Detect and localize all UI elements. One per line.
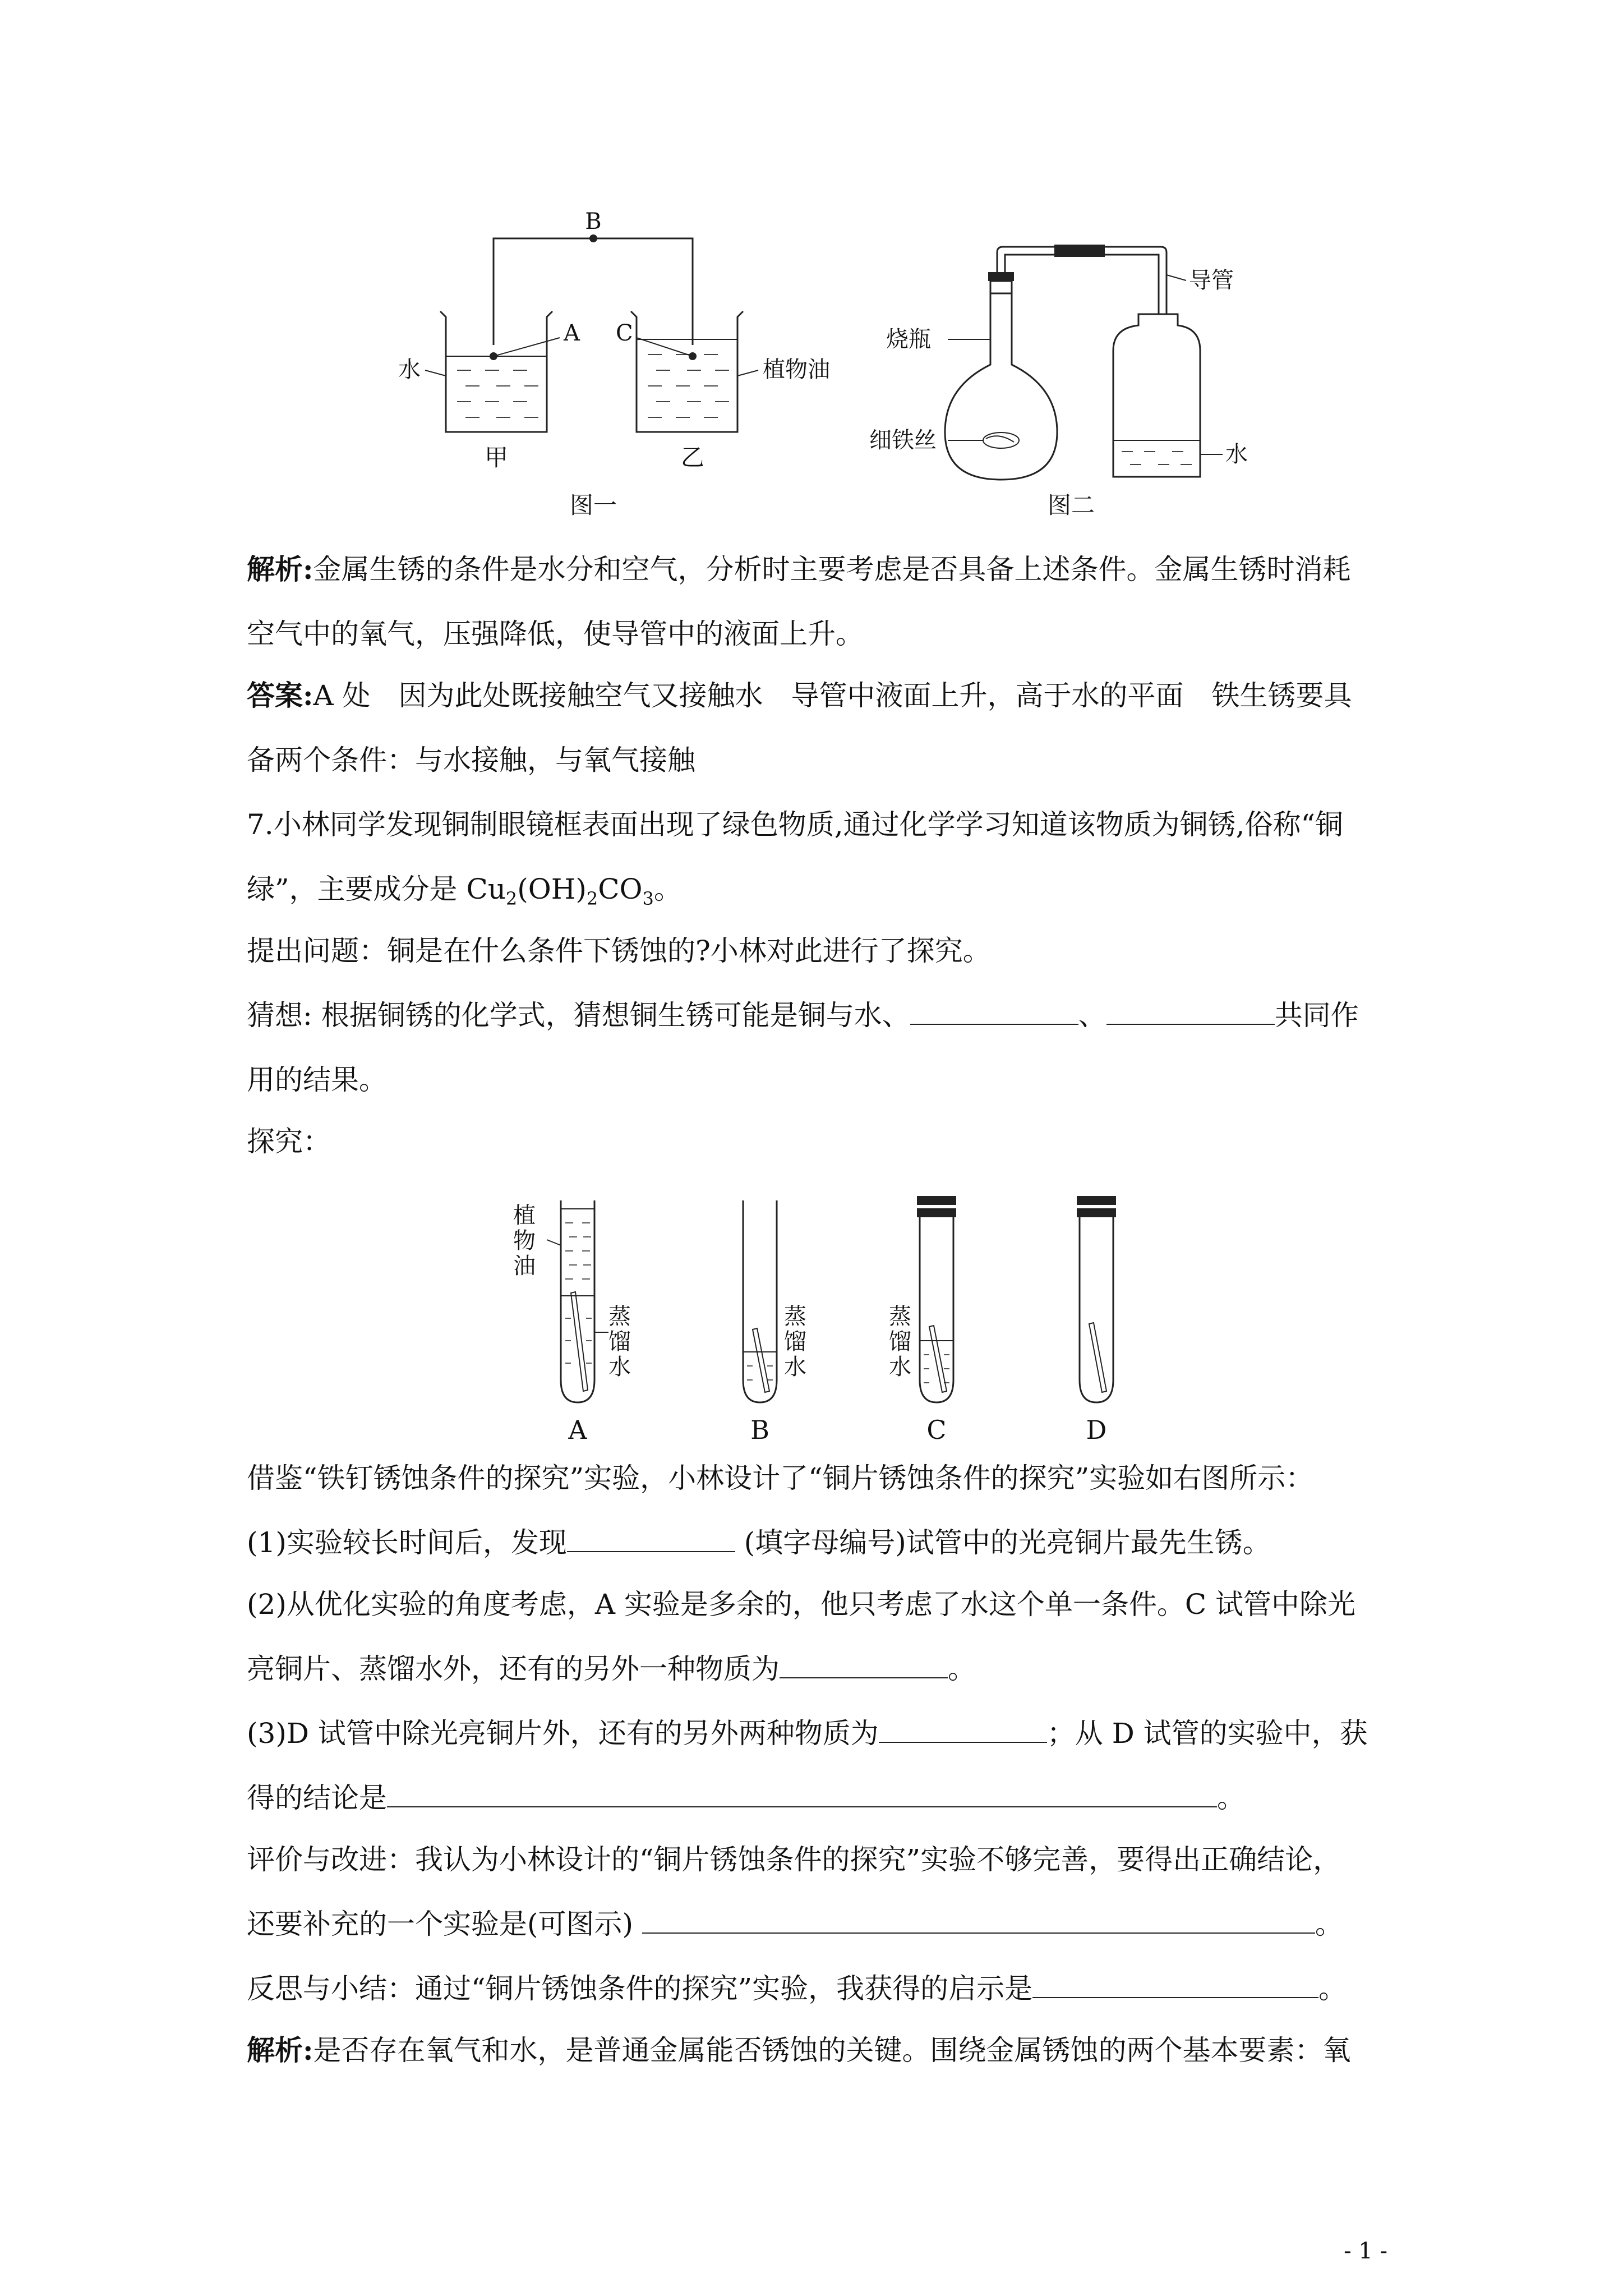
question-7-guess-line-2: 用的结果。 <box>247 1064 387 1096</box>
tube-a-water-char-3: 水 <box>608 1354 631 1380</box>
guess-blank-2[interactable] <box>1106 999 1275 1025</box>
label-wire: 细铁丝 <box>869 427 937 453</box>
label-c: C <box>616 320 633 346</box>
label-a: A <box>564 320 580 346</box>
evaluation-line-2: 还要补充的一个实验是(可图示) 。 <box>247 1908 1343 1940</box>
q1-blank[interactable] <box>567 1526 735 1552</box>
analysis-2-line: 解析:是否存在氧气和水，是普通金属能否锈蚀的关键。围绕金属锈蚀的两个基本要素：氧 <box>247 2033 1351 2067</box>
tube-a-label: A <box>568 1415 587 1445</box>
subquestion-3-line-2: 得的结论是 。 <box>247 1782 1245 1814</box>
tube-a-oil-char-1: 植 <box>513 1203 536 1228</box>
tube-b-water-char-3: 水 <box>784 1354 806 1380</box>
tube-a-water-char-1: 蒸 <box>608 1304 631 1329</box>
tube-c <box>889 1196 956 1445</box>
analysis-2-label: 解析: <box>247 2033 313 2067</box>
intro-line: 借鉴“铁钉锈蚀条件的探究”实验，小林设计了“铜片锈蚀条件的探究”实验如右图所示： <box>247 1462 1314 1494</box>
analysis-1-line-1: 解析:金属生锈的条件是水分和空气，分析时主要考虑是否具备上述条件。金属生锈时消耗 <box>247 553 1351 586</box>
tube-a-water-char-2: 馏 <box>608 1329 631 1355</box>
tube-a-oil-char-2: 物 <box>513 1228 536 1254</box>
flask <box>945 293 1057 480</box>
answer-1-line-2: 备两个条件：与水接触，与氧气接触 <box>247 744 695 776</box>
tube-b-label: B <box>750 1415 769 1445</box>
label-jia: 甲 <box>484 444 509 471</box>
analysis-1-line-2: 空气中的氧气，压强降低，使导管中的液面上升。 <box>247 618 864 650</box>
label-flask: 烧瓶 <box>886 326 931 352</box>
question-7-problem: 提出问题：铜是在什么条件下锈蚀的?小林对此进行了探究。 <box>247 935 991 967</box>
eval-blank[interactable] <box>642 1908 1315 1934</box>
figure-3-test-tubes <box>494 1184 1166 1447</box>
label-yi: 乙 <box>680 444 705 471</box>
question-7-line-2: 绿”，主要成分是 $Cu_2(OH)_2CO_3$。 <box>247 873 682 909</box>
q2-blank[interactable] <box>780 1653 948 1678</box>
figure-1-beakers <box>381 208 852 522</box>
q3-blank-1[interactable] <box>879 1717 1047 1743</box>
label-tube: 导管 <box>1189 268 1234 293</box>
tube-c-water-char-2: 馏 <box>889 1329 911 1355</box>
reflection-line: 反思与小结：通过“铜片锈蚀条件的探究”实验，我获得的启示是 。 <box>247 1972 1347 2005</box>
beaker-jia <box>398 311 580 471</box>
tube-a <box>513 1200 631 1445</box>
answer-1-line-1: 答案:A 处 因为此处既接触空气又接触水 导管中液面上升，高于水的平面 铁生锈要具 <box>247 679 1352 712</box>
analysis-1-label: 解析: <box>247 553 313 586</box>
tube-d <box>1077 1196 1116 1445</box>
answer-1-label: 答案: <box>247 679 313 712</box>
question-7-guess: 猜想: 根据铜锈的化学式，猜想铜生锈可能是铜与水、 、 共同作 <box>247 999 1359 1032</box>
label-water-2: 水 <box>1225 441 1248 467</box>
subquestion-2-line-2: 亮铜片、蒸馏水外，还有的另外一种物质为 。 <box>247 1653 976 1685</box>
tube-c-water-char-1: 蒸 <box>889 1304 911 1329</box>
beaker-yi <box>616 311 830 471</box>
subquestion-3-line-1: (3)D 试管中除光亮铜片外，还有的另外两种物质为 ；从 D 试管的实验中，获 <box>247 1717 1368 1750</box>
iron-wire <box>983 432 1019 448</box>
tube-a-oil-char-3: 油 <box>513 1253 536 1279</box>
label-water-1: 水 <box>398 357 421 383</box>
tube-b-water-char-2: 馏 <box>784 1329 806 1355</box>
evaluation-line-1: 评价与改进：我认为小林设计的“铜片锈蚀条件的探究”实验不够完善，要得出正确结论， <box>247 1843 1341 1876</box>
tube-b-water-char-1: 蒸 <box>784 1304 806 1329</box>
subquestion-1: (1)实验较长时间后，发现 (填字母编号)试管中的光亮铜片最先生锈。 <box>247 1526 1271 1559</box>
figure-2-flask <box>864 230 1279 522</box>
reflect-blank[interactable] <box>1032 1972 1318 1998</box>
tube-b <box>743 1200 806 1445</box>
question-7-line-1: 7.小林同学发现铜制眼镜框表面出现了绿色物质,通过化学学习知道该物质为铜锈,俗称“铜 <box>247 808 1344 841</box>
figure-2-caption: 图二 <box>1047 491 1095 519</box>
q3-blank-2[interactable] <box>387 1782 1217 1807</box>
question-7-explore: 探究： <box>247 1125 331 1158</box>
tube-c-label: C <box>926 1415 947 1445</box>
label-b: B <box>585 209 602 234</box>
rubber-joint <box>1054 245 1105 257</box>
figure-1-caption: 图一 <box>569 491 617 519</box>
water-bottle <box>1113 314 1200 477</box>
page-number: - 1 - <box>1344 2238 1387 2264</box>
tube-c-water-char-3: 水 <box>889 1354 911 1380</box>
tube-d-label: D <box>1086 1415 1107 1445</box>
subquestion-2-line-1: (2)从优化实验的角度考虑，A 实验是多余的，他只考虑了水这个单一条件。C 试管中除光 <box>247 1588 1355 1621</box>
guess-blank-1[interactable] <box>910 999 1078 1025</box>
label-oil: 植物油 <box>763 357 830 383</box>
